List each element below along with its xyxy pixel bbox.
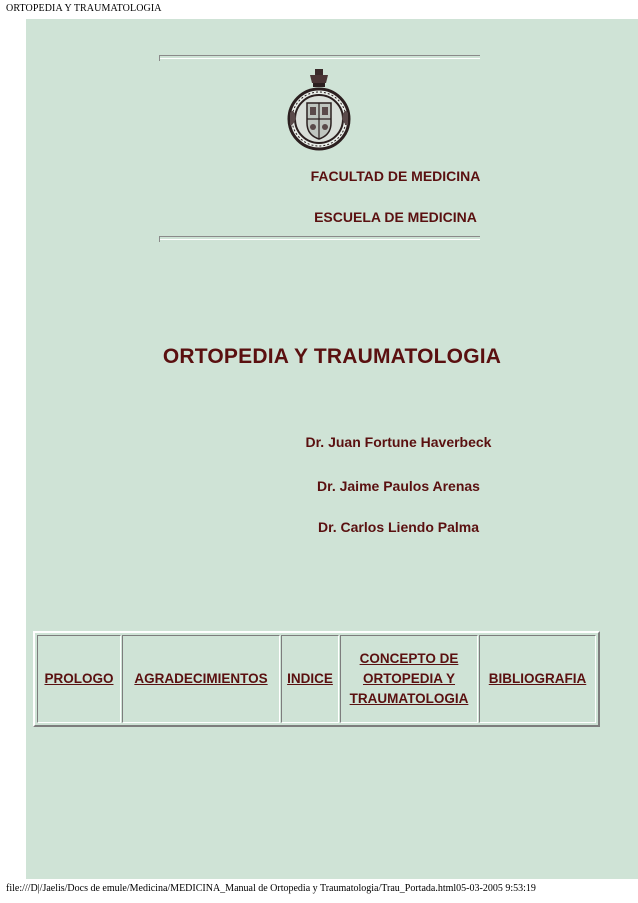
document-title: ORTOPEDIA Y TRAUMATOLOGIA	[162, 345, 502, 368]
nav-cell-prologo	[37, 635, 121, 723]
navigation-table	[33, 631, 600, 727]
author-1: Dr. Juan Fortune Haverbeck	[305, 434, 492, 450]
nav-link-bibliografia[interactable]: BIBLIOGRAFIA	[488, 671, 587, 686]
nav-link-concepto-line2: ORTOPEDIA Y	[362, 671, 456, 686]
nav-cell-indice	[281, 635, 339, 723]
top-divider	[159, 55, 480, 59]
print-header-title: ORTOPEDIA Y TRAUMATOLOGIA	[6, 3, 162, 14]
nav-link-prologo[interactable]: PROLOGO	[44, 671, 114, 686]
nav-cell-bibliografia	[479, 635, 596, 723]
nav-link-concepto-line3: TRAUMATOLOGIA	[349, 691, 469, 706]
nav-link-indice[interactable]: INDICE	[287, 671, 333, 686]
nav-cell-agradecimientos	[122, 635, 280, 723]
bottom-divider	[159, 236, 480, 240]
nav-cell-concepto	[340, 635, 478, 723]
nav-link-concepto-line1: CONCEPTO DE	[359, 651, 459, 666]
university-seal-icon	[284, 67, 354, 157]
nav-link-concepto[interactable]	[350, 649, 469, 709]
print-footer-path: file:///D|/Jaelis/Docs de emule/Medicina/MEDICINA_Manual de Ortopedia y Traumatologia/Trau_Portada.html05-03-2005 9:53:19	[6, 883, 536, 894]
school-name: ESCUELA DE MEDICINA	[314, 209, 477, 225]
faculty-name: FACULTAD DE MEDICINA	[310, 168, 481, 184]
author-3: Dr. Carlos Liendo Palma	[317, 519, 480, 535]
nav-link-agradecimientos[interactable]: AGRADECIMIENTOS	[134, 671, 268, 686]
page-content	[26, 19, 638, 879]
author-2: Dr. Jaime Paulos Arenas	[317, 478, 480, 494]
